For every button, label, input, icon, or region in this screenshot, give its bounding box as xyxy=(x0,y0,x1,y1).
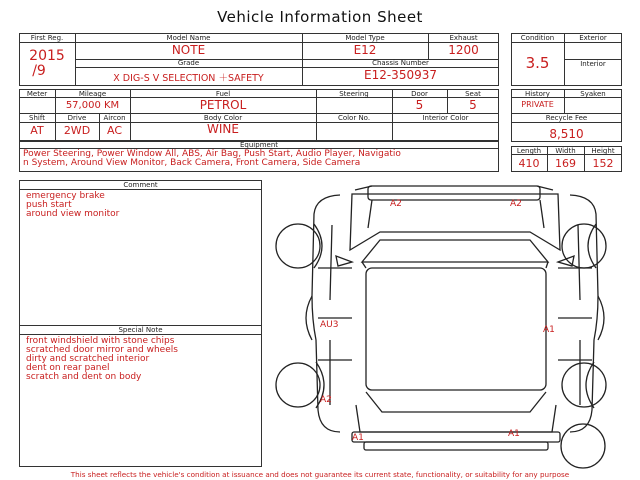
first-reg-month: /9 xyxy=(32,63,46,79)
recycle-fee-value: 8,510 xyxy=(549,127,584,141)
height-value: 152 xyxy=(592,157,614,170)
interior-label: Interior xyxy=(580,60,606,68)
interior-color-label: Interior Color xyxy=(422,114,469,122)
model-name-label: Model Name xyxy=(166,34,211,42)
first-reg-label: First Reg. xyxy=(30,34,64,42)
width-value: 169 xyxy=(555,157,576,170)
door-value: 5 xyxy=(415,98,424,112)
damage-rear-left-quarter: A2 xyxy=(320,395,332,405)
body-color-label: Body Color xyxy=(203,114,243,122)
car-damage-diagram xyxy=(270,178,630,470)
sheet-title: Vehicle Information Sheet xyxy=(217,8,423,26)
shift-label: Shift xyxy=(29,114,45,122)
condition-label: Condition xyxy=(520,34,555,42)
model-name-value: NOTE xyxy=(171,43,206,57)
grade-label: Grade xyxy=(177,59,200,67)
door-label: Door xyxy=(411,90,428,98)
special-note-line-4: dent on rear panel xyxy=(26,363,110,373)
history-label: History xyxy=(525,90,550,98)
length-value: 410 xyxy=(518,157,540,170)
syaken-label: Syaken xyxy=(580,90,606,98)
condition-value: 3.5 xyxy=(525,54,550,72)
damage-front-left: A2 xyxy=(390,199,402,209)
color-no-label: Color No. xyxy=(337,114,371,122)
exhaust-value: 1200 xyxy=(448,43,479,57)
meter-label: Meter xyxy=(26,90,48,98)
aircon-value: AC xyxy=(106,124,122,137)
mileage-label: Mileage xyxy=(78,90,107,98)
special-note-line-1: front windshield with stone chips xyxy=(26,336,175,346)
damage-rear-left: A1 xyxy=(352,433,364,443)
height-label: Height xyxy=(591,147,615,155)
drive-value: 2WD xyxy=(63,124,91,137)
special-note-line-5: scratch and dent on body xyxy=(26,372,142,382)
damage-right-side: A1 xyxy=(543,325,555,335)
comment-line-2: push start xyxy=(26,200,72,210)
comment-label: Comment xyxy=(123,181,158,189)
damage-left-side: AU3 xyxy=(320,320,339,330)
equipment-label: Equipment xyxy=(240,141,278,149)
length-label: Length xyxy=(516,147,542,155)
comment-line-1: emergency brake xyxy=(26,191,105,201)
seat-label: Seat xyxy=(465,90,481,98)
equipment-line-2: n System, Around View Monitor, Back Camera, Front Camera, Side Camera xyxy=(23,158,361,168)
chassis-number-value: E12-350937 xyxy=(364,68,437,82)
shift-value: AT xyxy=(30,124,44,137)
model-type-label: Model Type xyxy=(345,34,385,42)
fuel-value: PETROL xyxy=(199,98,247,112)
exhaust-label: Exhaust xyxy=(449,34,478,42)
chassis-number-label: Chassis Number xyxy=(372,59,429,67)
history-value: PRIVATE xyxy=(521,100,554,109)
equipment-line-1: Power Steering, Power Window All, ABS, Air Bag, Push Start, Audio Player, Navigatio xyxy=(23,149,401,159)
first-reg-year: 2015 xyxy=(29,48,65,64)
special-note-line-3: dirty and scratched interior xyxy=(26,354,150,364)
mileage-value: 57,000 KM xyxy=(65,100,120,111)
exterior-label: Exterior xyxy=(579,34,607,42)
fuel-label: Fuel xyxy=(215,90,231,98)
recycle-fee-label: Recycle Fee xyxy=(545,114,588,122)
seat-value: 5 xyxy=(469,98,477,112)
damage-rear-right: A1 xyxy=(508,429,520,439)
aircon-label: Aircon xyxy=(103,114,126,122)
model-type-value: E12 xyxy=(353,43,377,57)
special-note-line-2: scratched door mirror and wheels xyxy=(26,345,178,355)
damage-front-right: A2 xyxy=(510,199,522,209)
width-label: Width xyxy=(555,147,576,155)
special-note-label: Special Note xyxy=(118,326,163,334)
steering-label: Steering xyxy=(339,90,369,98)
drive-label: Drive xyxy=(67,114,87,122)
body-color-value: WINE xyxy=(207,122,239,136)
disclaimer-footer: This sheet reflects the vehicle's condition at issuance and does not guarantee its current state, functionality, or suitability for any purpose xyxy=(70,470,570,479)
grade-value: X DIG-S V SELECTION ＋SAFETY xyxy=(113,73,264,84)
comment-line-3: around view monitor xyxy=(26,209,120,219)
